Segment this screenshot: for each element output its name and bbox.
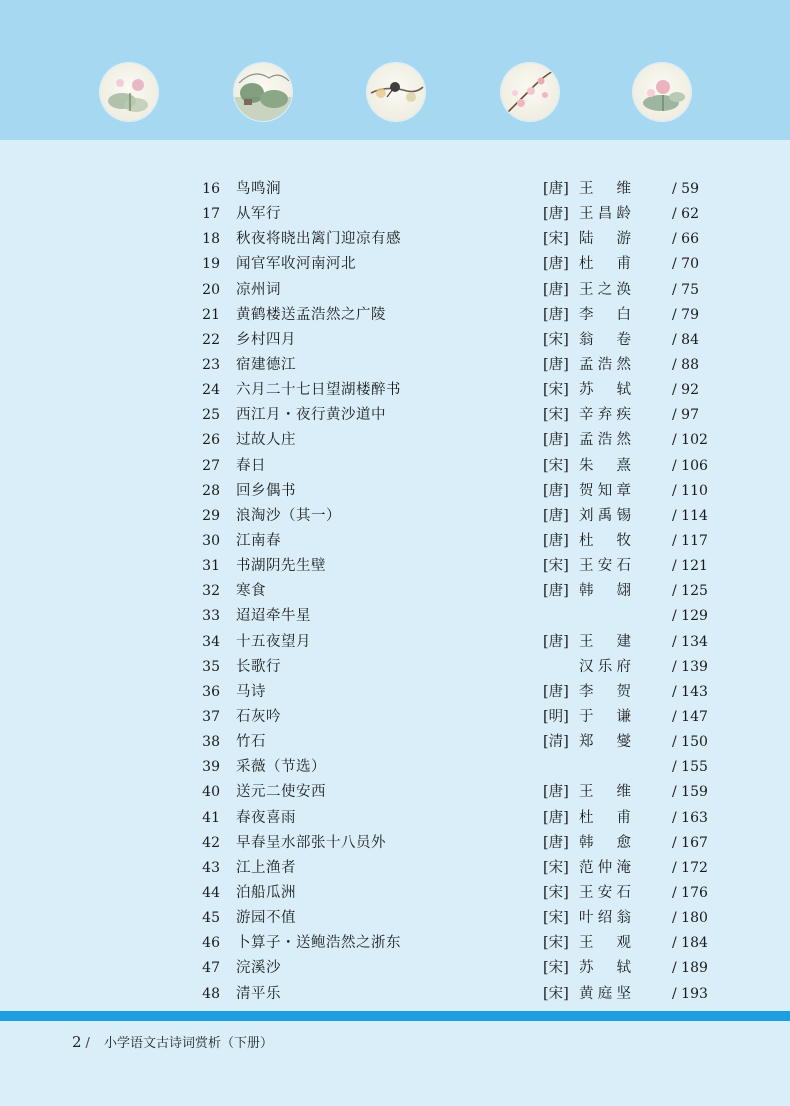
page-reference: / 193 [672,985,708,1002]
poem-title: 春夜喜雨 [236,809,296,826]
dynasty-tag: [宋] [543,407,569,424]
poem-title: 浣溪沙 [236,960,281,977]
toc-entry [0,202,790,227]
entry-number: 38 [202,734,220,751]
toc-entry [0,554,790,579]
entry-number: 37 [202,708,220,725]
toc-entry [0,227,790,252]
toc-entry [0,831,790,856]
entry-number: 30 [202,532,220,549]
entry-number: 21 [202,306,220,323]
entry-number: 20 [202,281,220,298]
page-reference: / 172 [672,859,708,876]
poem-title: 西江月・夜行黄沙道中 [236,407,386,424]
dynasty-tag: [唐] [543,281,569,298]
poem-title: 书湖阴先生壁 [236,558,326,575]
page-number: 2 [72,1033,82,1051]
dynasty-tag: [宋] [543,331,569,348]
toc-entry [0,982,790,1007]
entry-number: 24 [202,382,220,399]
dynasty-tag: [宋] [543,231,569,248]
entry-number: 35 [202,658,220,675]
page-number-slash: / [85,1036,90,1051]
entry-number: 26 [202,432,220,449]
entry-number: 23 [202,356,220,373]
entry-number: 36 [202,683,220,700]
dynasty-tag: [宋] [543,382,569,399]
entry-number: 18 [202,231,220,248]
dynasty-tag: [宋] [543,935,569,952]
poem-title: 乡村四月 [236,331,296,348]
page-reference: / 155 [672,759,708,776]
poem-title: 江上渔者 [236,859,296,876]
lotus-painting-medallion [100,63,158,121]
toc-entry [0,780,790,805]
entry-number: 32 [202,583,220,600]
author-name: 杜 甫 [579,256,631,273]
toc-entry [0,454,790,479]
author-name: 郑 燮 [579,734,631,751]
poem-title: 游园不值 [236,910,296,927]
page-reference: / 117 [672,532,708,549]
author-name: 黄庭坚 [579,985,631,1002]
page-reference: / 59 [672,181,699,197]
poem-title: 泊船瓜洲 [236,884,296,901]
author-name: 李 贺 [579,683,631,700]
toc-entry [0,529,790,554]
page-reference: / 143 [672,683,708,700]
toc-entry [0,906,790,931]
poem-title: 送元二使安西 [236,784,326,801]
page-reference: / 184 [672,935,708,952]
toc-entry [0,479,790,504]
author-name: 汉乐府 [579,658,631,675]
dynasty-tag: [唐] [543,206,569,223]
page-reference: / 110 [672,482,708,499]
author-name: 叶绍翁 [579,910,631,927]
dynasty-tag: [唐] [543,507,569,524]
page-reference: / 129 [672,608,708,625]
author-name: 孟浩然 [579,356,631,373]
author-name: 苏 轼 [579,960,631,977]
entry-number: 22 [202,331,220,348]
author-name: 王 建 [579,633,631,650]
page-reference: / 102 [672,432,708,449]
entry-number: 47 [202,960,220,977]
author-name: 苏 轼 [579,382,631,399]
entry-number: 28 [202,482,220,499]
dynasty-tag: [宋] [543,558,569,575]
page-reference: / 159 [672,784,708,801]
author-name: 杜 牧 [579,532,631,549]
author-name: 王之涣 [579,281,631,298]
page-reference: / 125 [672,583,708,600]
poem-title: 鸟鸣涧 [236,181,281,197]
poem-title: 早春呈水部张十八员外 [236,834,386,851]
dynasty-tag: [唐] [543,432,569,449]
page-reference: / 92 [672,382,699,399]
poem-title: 寒食 [236,583,266,600]
page-reference: / 79 [672,306,699,323]
toc-entry [0,403,790,428]
poem-title: 石灰吟 [236,708,281,725]
page-reference: / 88 [672,356,699,373]
toc-entry [0,177,790,202]
author-name: 王 维 [579,784,631,801]
entry-number: 16 [202,181,220,197]
toc-entry [0,630,790,655]
entry-number: 27 [202,457,220,474]
entry-number: 43 [202,859,220,876]
entry-number: 25 [202,407,220,424]
entry-number: 34 [202,633,220,650]
author-name: 杜 甫 [579,809,631,826]
toc-entry [0,856,790,881]
toc-entry [0,278,790,303]
dynasty-tag: [清] [543,734,569,751]
dynasty-tag: [宋] [543,859,569,876]
dynasty-tag: [宋] [543,960,569,977]
author-name: 孟浩然 [579,432,631,449]
author-name: 王 维 [579,181,631,197]
poem-title: 卜算子・送鲍浩然之浙东 [236,935,401,952]
dynasty-tag: [宋] [543,985,569,1002]
footer-bar [0,1011,790,1021]
dynasty-tag: [宋] [543,457,569,474]
poem-title: 回乡偶书 [236,482,296,499]
toc-entry [0,303,790,328]
dynasty-tag: [唐] [543,181,569,197]
poem-title: 黄鹤楼送孟浩然之广陵 [236,306,386,323]
toc-entry [0,680,790,705]
page-footer [72,1032,273,1051]
page-reference: / 163 [672,809,708,826]
dynasty-tag: [宋] [543,910,569,927]
book-title: 小学语文古诗词赏析（下册） [103,1036,273,1051]
poem-title: 六月二十七日望湖楼醉书 [236,382,401,399]
entry-number: 31 [202,558,220,575]
author-name: 韩 翃 [579,583,631,600]
toc-entry [0,705,790,730]
toc-entry [0,579,790,604]
table-of-contents [0,177,790,1007]
entry-number: 45 [202,910,220,927]
poem-title: 长歌行 [236,658,281,675]
author-name: 贺知章 [579,482,631,499]
toc-entry [0,504,790,529]
poem-title: 从军行 [236,206,281,223]
author-name: 刘禹锡 [579,507,631,524]
toc-entry [0,428,790,453]
dynasty-tag: [唐] [543,683,569,700]
plum-blossom-painting-medallion [501,63,559,121]
toc-entry [0,353,790,378]
entry-number: 41 [202,809,220,826]
toc-entry [0,956,790,981]
page-reference: / 121 [672,558,708,575]
entry-number: 29 [202,507,220,524]
page-reference: / 150 [672,734,708,751]
page-reference: / 147 [672,708,708,725]
dynasty-tag: [唐] [543,256,569,273]
page-reference: / 97 [672,407,699,424]
toc-entry [0,328,790,353]
page-reference: / 176 [672,884,708,901]
author-name: 王安石 [579,558,631,575]
poem-title: 闻官军收河南河北 [236,256,356,273]
toc-entry [0,655,790,680]
author-name: 王 观 [579,935,631,952]
page-reference: / 106 [672,457,708,474]
dynasty-tag: [唐] [543,306,569,323]
page-reference: / 189 [672,960,708,977]
toc-entry [0,378,790,403]
author-name: 王昌龄 [579,206,631,223]
author-name: 李 白 [579,306,631,323]
dynasty-tag: [唐] [543,784,569,801]
dynasty-tag: [唐] [543,583,569,600]
author-name: 范仲淹 [579,859,631,876]
poem-title: 十五夜望月 [236,633,311,650]
entry-number: 17 [202,206,220,223]
bird-branch-painting-medallion [367,63,425,121]
dynasty-tag: [宋] [543,884,569,901]
toc-entry [0,881,790,906]
page-reference: / 167 [672,834,708,851]
toc-entry [0,252,790,277]
dynasty-tag: [唐] [543,356,569,373]
toc-entry [0,730,790,755]
poem-title: 宿建德江 [236,356,296,373]
toc-entry [0,604,790,629]
toc-entry [0,755,790,780]
dynasty-tag: [唐] [543,532,569,549]
landscape-painting-medallion [234,63,292,121]
poem-title: 浪淘沙（其一） [236,507,341,524]
page-reference: / 84 [672,331,699,348]
entry-number: 46 [202,935,220,952]
dynasty-tag: [明] [543,708,569,725]
poem-title: 竹石 [236,734,266,751]
page-reference: / 62 [672,206,699,223]
entry-number: 44 [202,884,220,901]
dynasty-tag: [唐] [543,809,569,826]
author-name: 王安石 [579,884,631,901]
poem-title: 采薇（节选） [236,759,326,776]
entry-number: 42 [202,834,220,851]
poem-title: 江南春 [236,532,281,549]
author-name: 陆 游 [579,231,631,248]
author-name: 辛弃疾 [579,407,631,424]
poem-title: 秋夜将晓出篱门迎凉有感 [236,231,401,248]
page-reference: / 139 [672,658,708,675]
page-reference: / 70 [672,256,699,273]
dynasty-tag: [唐] [543,482,569,499]
entry-number: 40 [202,784,220,801]
poem-title: 马诗 [236,683,266,700]
poem-title: 凉州词 [236,281,281,298]
page-reference: / 75 [672,281,699,298]
entry-number: 48 [202,985,220,1002]
author-name: 于 谦 [579,708,631,725]
poem-title: 过故人庄 [236,432,296,449]
lotus-leaf-painting-medallion [633,63,691,121]
toc-entry [0,931,790,956]
poem-title: 春日 [236,457,266,474]
entry-number: 33 [202,608,220,625]
author-name: 翁 卷 [579,331,631,348]
page-reference: / 134 [672,633,708,650]
entry-number: 19 [202,256,220,273]
toc-entry [0,806,790,831]
page-reference: / 114 [672,507,708,524]
poem-title: 迢迢牵牛星 [236,608,311,625]
dynasty-tag: [唐] [543,834,569,851]
dynasty-tag: [唐] [543,633,569,650]
entry-number: 39 [202,759,220,776]
author-name: 韩 愈 [579,834,631,851]
page-reference: / 180 [672,910,708,927]
page-reference: / 66 [672,231,699,248]
poem-title: 清平乐 [236,985,281,1002]
author-name: 朱 熹 [579,457,631,474]
